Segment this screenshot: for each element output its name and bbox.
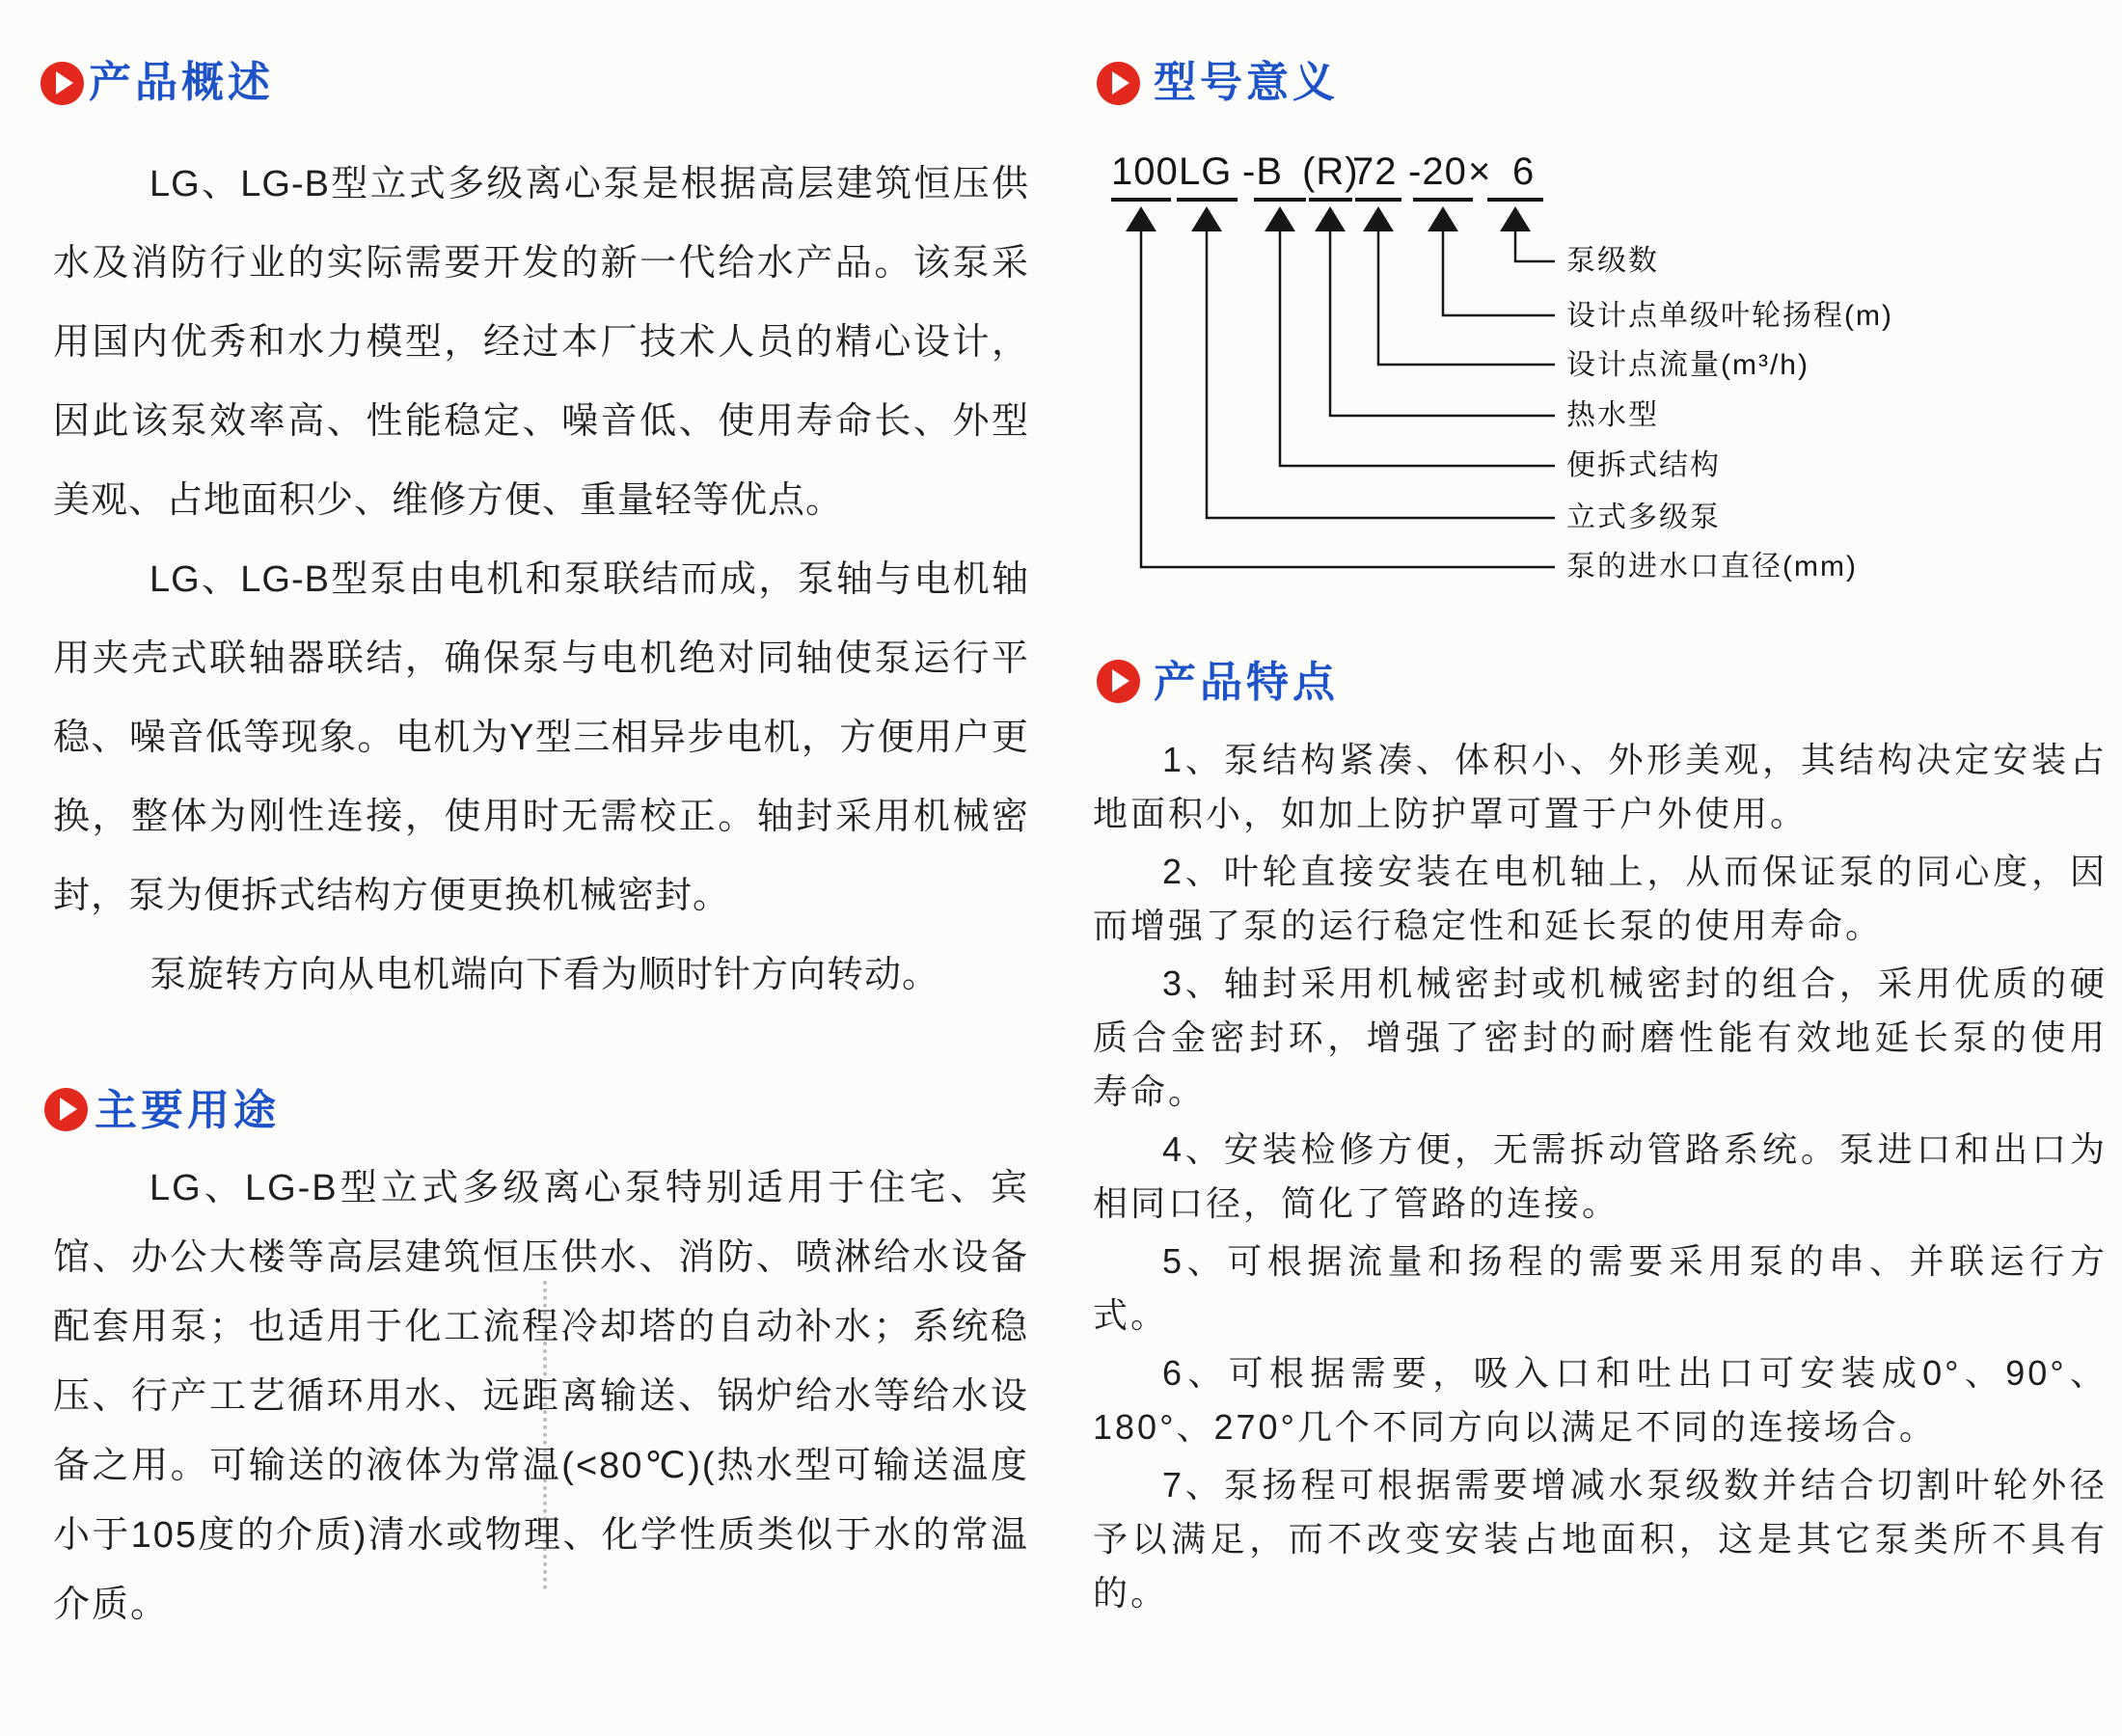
model-diagram [1109, 145, 2074, 608]
section-title-overview: 产品概述 [89, 59, 274, 106]
play-triangle-icon [56, 71, 73, 95]
feature-item: 3、轴封采用机械密封或机械密封的组合，采用优质的硬质合金密封环，增强了密封的耐磨性能有效地延长泵的使用寿命。 [1093, 963, 2108, 1111]
feature-item: 5、可根据流量和扬程的需要采用泵的串、并联运行方式。 [1093, 1241, 2108, 1335]
scan-artifact-dotted-line [543, 1281, 547, 1589]
feature-item: 4、安装检修方便，无需拆动管路系统。泵进口和出口为相同口径，简化了管路的连接。 [1093, 1129, 2108, 1223]
usage-paragraph: LG、LG-B型立式多级离心泵特别适用于住宅、宾馆、办公大楼等高层建筑恒压供水、消防、喷淋给水设备配套用泵；也适用于化工流程冷却塔的自动补水；系统稳压、行产工艺循环用水、远距离输送、锅炉给水等给水设备之用。可输送的液体为常温(<80℃)(热水型可输送温度小于105度的介质)清水或物理、化学性质类似于水的常温介质。 [53, 1168, 1029, 1625]
features-paragraphs [1093, 733, 2108, 1624]
bullet-play-icon [1097, 62, 1140, 105]
section-title-usage: 主要用途 [95, 1087, 280, 1134]
model-segment-inlet: 100 [1111, 150, 1179, 193]
model-segment-flow: 72 [1352, 150, 1398, 193]
feature-item: 1、泵结构紧凑、体积小、外形美观，其结构决定安装占地面积小，如加上防护罩可置于户外使用。 [1093, 740, 2108, 833]
model-segment-series: LG [1179, 150, 1233, 193]
overview-paragraph: LG、LG-B型泵由电机和泵联结而成，泵轴与电机轴用夹壳式联轴器联结，确保泵与电机绝对同轴使泵运行平稳、噪音低等现象。电机为Y型三相异步电机，方便用户更换，整体为刚性连接，使用时无需校正。轴封采用机械密封，泵为便拆式结构方便更换机械密封。 [53, 559, 1029, 916]
feature-item: 2、叶轮直接安装在电机轴上，从而保证泵的同心度，因而增强了泵的运行稳定性和延长泵的使用寿命。 [1093, 852, 2108, 945]
overview-paragraphs [53, 145, 1029, 1015]
section-title-model: 型号意义 [1154, 59, 1339, 106]
overview-paragraph: LG、LG-B型立式多级离心泵是根据高层建筑恒压供水及消防行业的实际需要开发的新一代给水产品。该泵采用国内优秀和水力模型，经过本厂技术人员的精心设计，因此该泵效率高、性能稳定、噪音低、使用寿命长、外型美观、占地面积少、维修方便、重量轻等优点。 [53, 164, 1029, 521]
bullet-play-icon [44, 1088, 88, 1131]
model-label-vertical: 立式多级泵 [1566, 502, 1721, 533]
model-segment-r: (R) [1302, 150, 1359, 193]
bullet-play-icon [1097, 660, 1140, 703]
model-label-detachable: 便拆式结构 [1566, 449, 1721, 481]
model-label-flow: 设计点流量(m³/h) [1566, 349, 1809, 381]
model-label-hot-water: 热水型 [1566, 399, 1659, 431]
model-segment-head: -20 [1408, 150, 1467, 193]
overview-paragraph: 泵旋转方向从电机端向下看为顺时针方向转动。 [150, 955, 940, 995]
model-label-head: 设计点单级叶轮扬程(m) [1566, 300, 1893, 332]
play-triangle-icon [1112, 71, 1129, 95]
usage-paragraphs [53, 1153, 1029, 1640]
model-segment-b: -B [1242, 150, 1283, 193]
feature-item: 7、泵扬程可根据需要增减水泵级数并结合切割叶轮外径予以满足，而不改变安装占地面积，这是其它泵类所不具有的。 [1093, 1465, 2108, 1613]
feature-item: 6、可根据需要，吸入口和吐出口可安装成0°、90°、180°、270°几个不同方向以满足不同的连接场合。 [1093, 1353, 2108, 1447]
model-label-stages: 泵级数 [1566, 245, 1659, 277]
model-segment-times: × [1468, 150, 1492, 193]
play-triangle-icon [60, 1098, 77, 1121]
bullet-play-icon [41, 62, 84, 105]
play-triangle-icon [1112, 669, 1129, 692]
model-segment-stages: 6 [1512, 150, 1536, 193]
model-label-inlet: 泵的进水口直径(mm) [1566, 551, 1858, 583]
section-title-features: 产品特点 [1154, 659, 1339, 706]
